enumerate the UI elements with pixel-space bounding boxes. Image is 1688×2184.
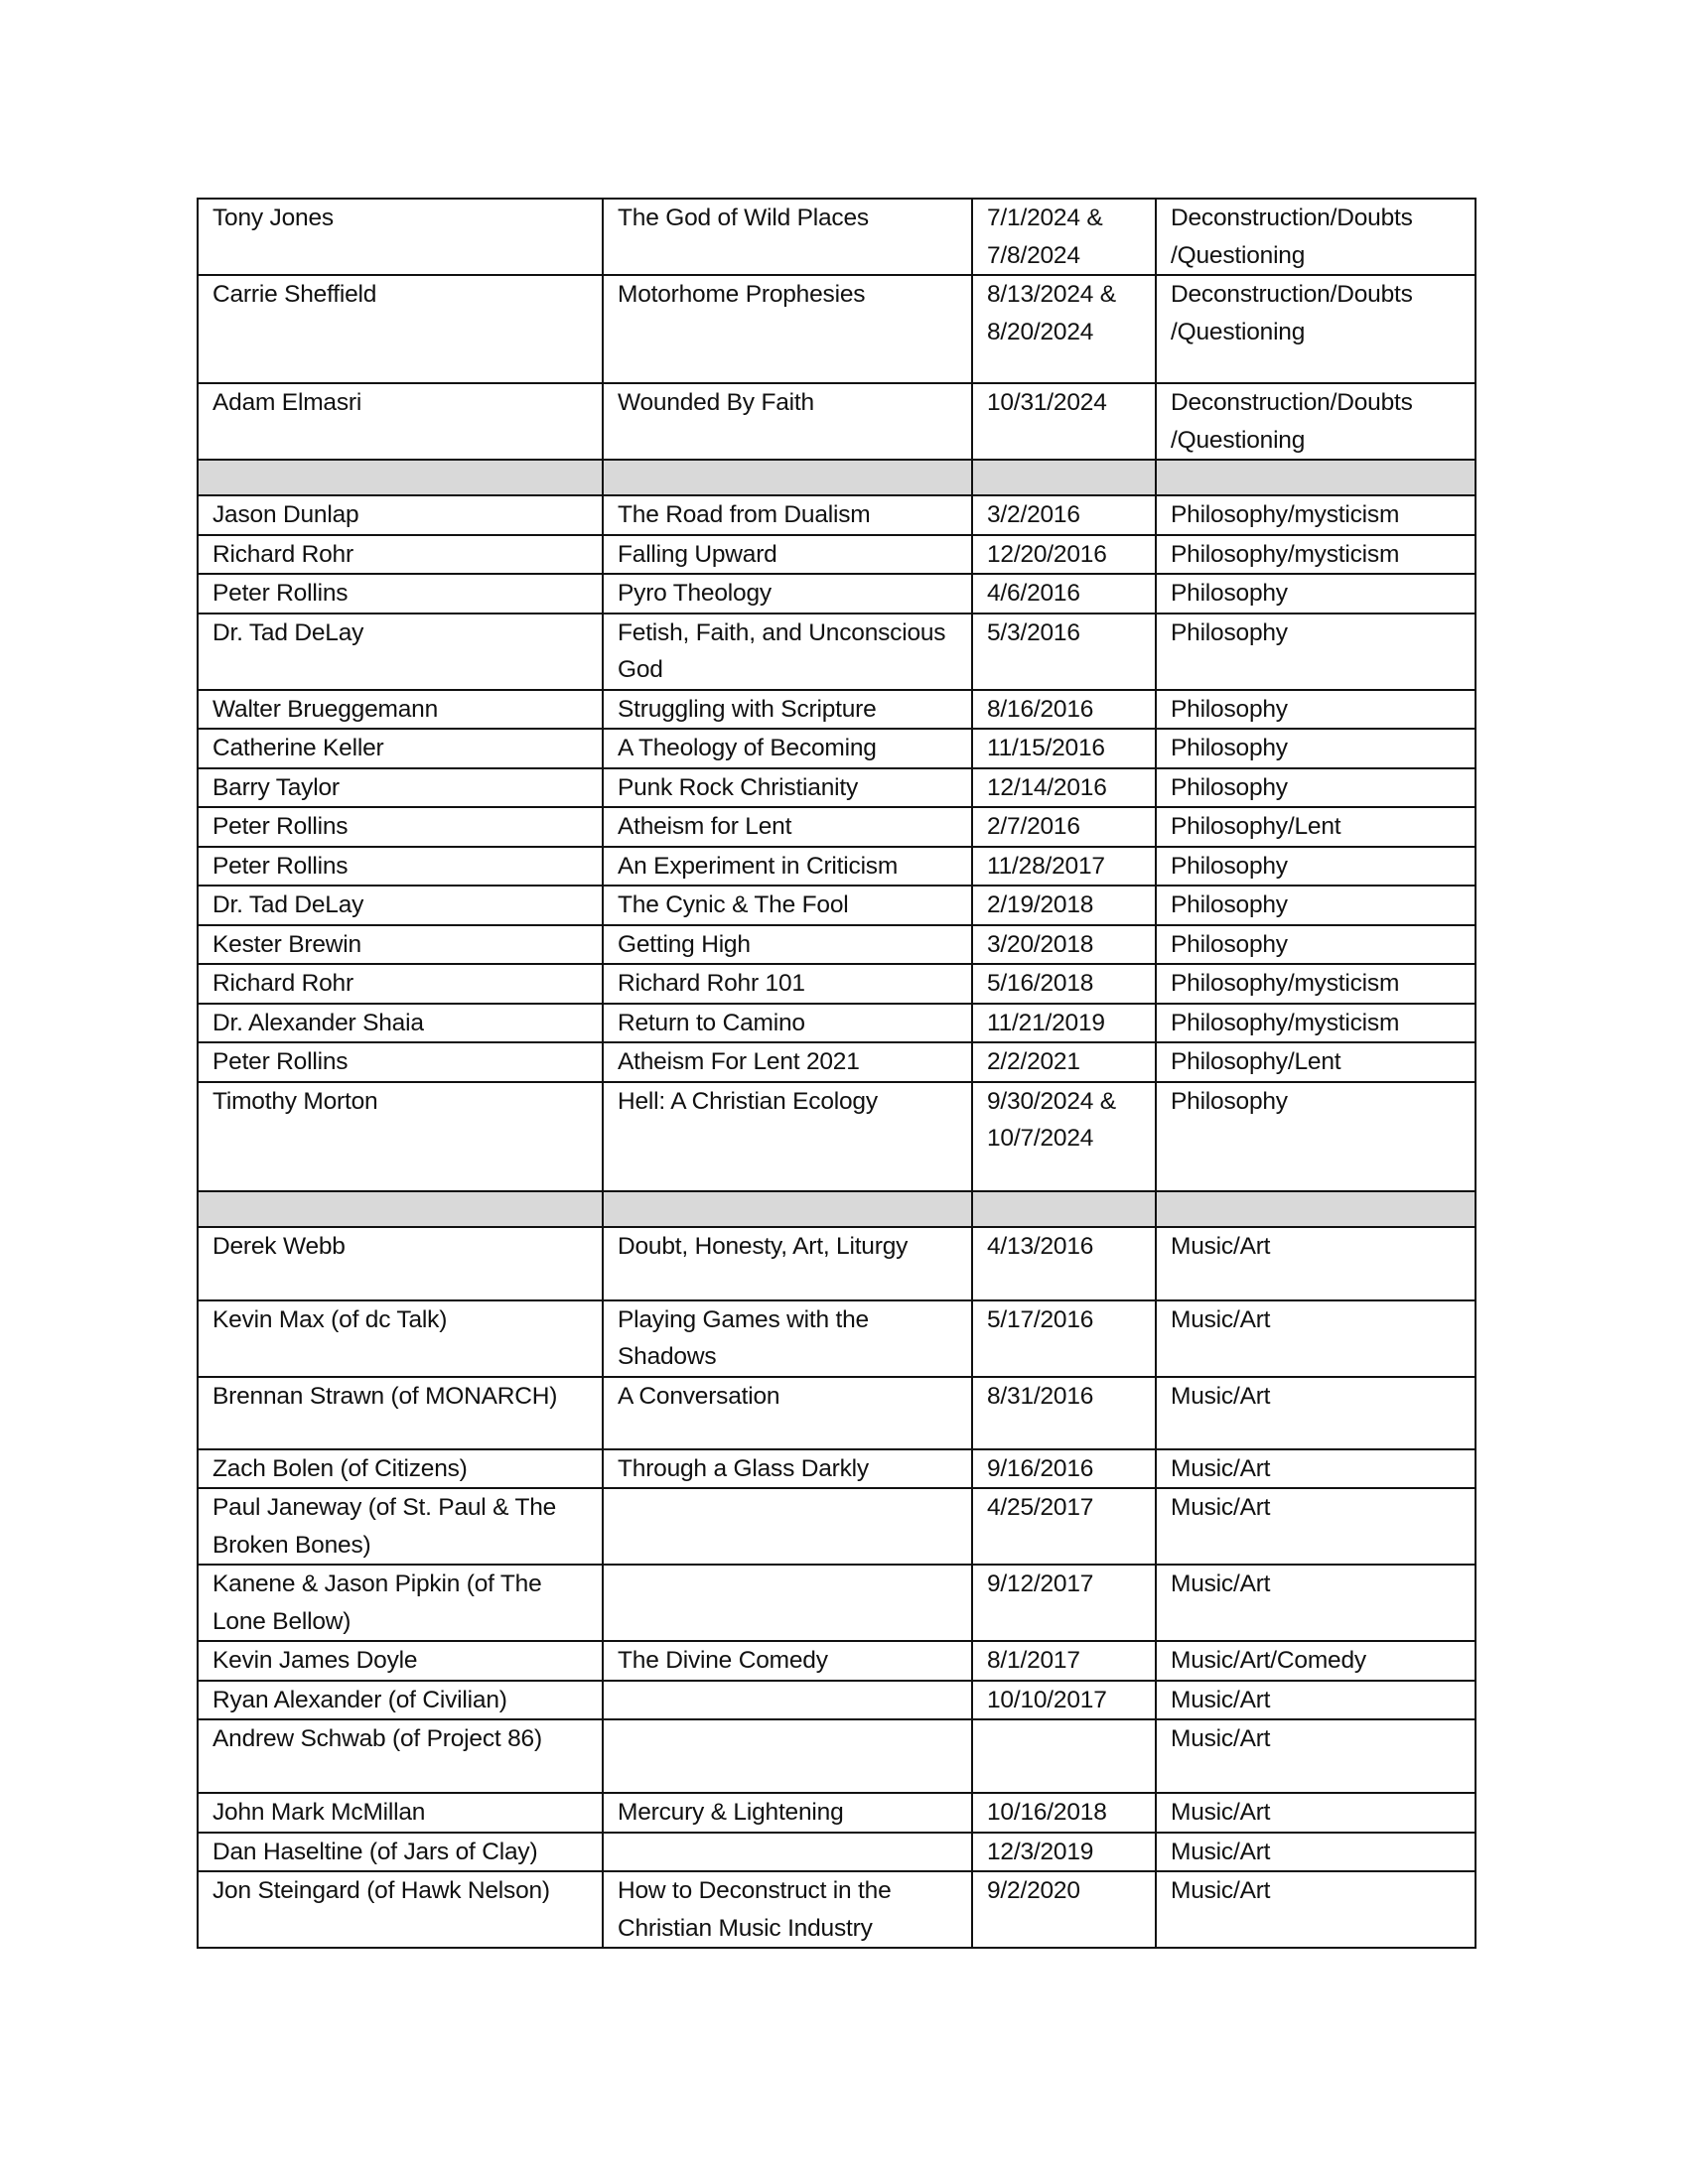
category-cell: Music/Art [1156, 1227, 1476, 1300]
category-cell: Deconstruction/Doubts /Questioning [1156, 275, 1476, 383]
table-row [198, 847, 1476, 887]
episode-title-cell [603, 1719, 972, 1793]
air-date-cell: 10/31/2024 [972, 383, 1156, 460]
episode-title-cell: Pyro Theology [603, 574, 972, 614]
episode-title-cell: Doubt, Honesty, Art, Liturgy [603, 1227, 972, 1300]
category-cell: Philosophy/mysticism [1156, 535, 1476, 575]
air-date-cell: 12/14/2016 [972, 768, 1156, 808]
separator-cell [198, 460, 603, 495]
category-cell: Music/Art [1156, 1565, 1476, 1641]
episode-title-cell: Wounded By Faith [603, 383, 972, 460]
guest-cell: Andrew Schwab (of Project 86) [198, 1719, 603, 1793]
category-cell: Music/Art [1156, 1377, 1476, 1449]
table-row [198, 275, 1476, 383]
episode-title-cell [603, 1565, 972, 1641]
guest-cell: Peter Rollins [198, 574, 603, 614]
separator-cell [603, 460, 972, 495]
category-cell: Music/Art [1156, 1449, 1476, 1489]
episode-title-cell: Struggling with Scripture [603, 690, 972, 730]
category-cell: Philosophy [1156, 614, 1476, 690]
guest-cell: Barry Taylor [198, 768, 603, 808]
episode-title-cell: Falling Upward [603, 535, 972, 575]
guest-cell: Adam Elmasri [198, 383, 603, 460]
table-row [198, 807, 1476, 847]
table-row [198, 574, 1476, 614]
table-row [198, 614, 1476, 690]
air-date-cell: 7/1/2024 & 7/8/2024 [972, 199, 1156, 275]
guest-cell: Peter Rollins [198, 1042, 603, 1082]
table-row [198, 199, 1476, 275]
episode-title-cell: Mercury & Lightening [603, 1793, 972, 1833]
air-date-cell: 12/3/2019 [972, 1833, 1156, 1872]
air-date-cell: 4/13/2016 [972, 1227, 1156, 1300]
guest-cell: Jon Steingard (of Hawk Nelson) [198, 1871, 603, 1948]
guest-cell: Kester Brewin [198, 925, 603, 965]
episode-title-cell: Return to Camino [603, 1004, 972, 1043]
guest-cell: Catherine Keller [198, 729, 603, 768]
table-row [198, 1488, 1476, 1565]
guest-cell: Jason Dunlap [198, 495, 603, 535]
guest-cell: Dr. Tad DeLay [198, 614, 603, 690]
episode-title-cell [603, 1681, 972, 1720]
category-cell: Philosophy/mysticism [1156, 495, 1476, 535]
table-row [198, 729, 1476, 768]
episode-title-cell: Getting High [603, 925, 972, 965]
category-cell: Philosophy/mysticism [1156, 964, 1476, 1004]
category-cell: Music/Art [1156, 1488, 1476, 1565]
episode-title-cell: Atheism for Lent [603, 807, 972, 847]
guest-cell: John Mark McMillan [198, 1793, 603, 1833]
guest-cell: Peter Rollins [198, 807, 603, 847]
table-row [198, 1871, 1476, 1948]
category-cell: Music/Art [1156, 1719, 1476, 1793]
guest-cell: Kanene & Jason Pipkin (of The Lone Bellow) [198, 1565, 603, 1641]
guest-cell: Derek Webb [198, 1227, 603, 1300]
table-row [198, 1042, 1476, 1082]
category-cell: Music/Art [1156, 1871, 1476, 1948]
air-date-cell: 10/16/2018 [972, 1793, 1156, 1833]
category-cell: Philosophy/Lent [1156, 1042, 1476, 1082]
guest-cell: Paul Janeway (of St. Paul & The Broken Bones) [198, 1488, 603, 1565]
air-date-cell: 11/21/2019 [972, 1004, 1156, 1043]
episode-title-cell: Through a Glass Darkly [603, 1449, 972, 1489]
air-date-cell: 9/30/2024 & 10/7/2024 [972, 1082, 1156, 1191]
episode-title-cell [603, 1833, 972, 1872]
category-cell: Deconstruction/Doubts /Questioning [1156, 383, 1476, 460]
section-separator-row [198, 460, 1476, 495]
episode-title-cell: The Cynic & The Fool [603, 886, 972, 925]
table-body [198, 199, 1476, 1948]
guest-cell: Brennan Strawn (of MONARCH) [198, 1377, 603, 1449]
air-date-cell: 5/3/2016 [972, 614, 1156, 690]
guest-cell: Kevin James Doyle [198, 1641, 603, 1681]
episode-title-cell: A Conversation [603, 1377, 972, 1449]
table-row [198, 1449, 1476, 1489]
episode-title-cell: The God of Wild Places [603, 199, 972, 275]
guest-cell: Timothy Morton [198, 1082, 603, 1191]
air-date-cell: 5/17/2016 [972, 1300, 1156, 1377]
table-row [198, 1793, 1476, 1833]
guest-cell: Richard Rohr [198, 964, 603, 1004]
episode-title-cell: An Experiment in Criticism [603, 847, 972, 887]
air-date-cell: 8/31/2016 [972, 1377, 1156, 1449]
episode-title-cell: Playing Games with the Shadows [603, 1300, 972, 1377]
table-row [198, 1227, 1476, 1300]
category-cell: Philosophy [1156, 925, 1476, 965]
table-row [198, 1641, 1476, 1681]
category-cell: Philosophy [1156, 574, 1476, 614]
episode-title-cell: Hell: A Christian Ecology [603, 1082, 972, 1191]
air-date-cell: 12/20/2016 [972, 535, 1156, 575]
air-date-cell: 10/10/2017 [972, 1681, 1156, 1720]
table-row [198, 925, 1476, 965]
category-cell: Philosophy [1156, 729, 1476, 768]
table-row [198, 1681, 1476, 1720]
episode-title-cell: How to Deconstruct in the Christian Music Industry [603, 1871, 972, 1948]
table-row [198, 383, 1476, 460]
guest-cell: Dr. Tad DeLay [198, 886, 603, 925]
separator-cell [603, 1191, 972, 1227]
guest-cell: Walter Brueggemann [198, 690, 603, 730]
air-date-cell: 2/7/2016 [972, 807, 1156, 847]
category-cell: Philosophy/Lent [1156, 807, 1476, 847]
guest-cell: Peter Rollins [198, 847, 603, 887]
separator-cell [1156, 460, 1476, 495]
guest-cell: Tony Jones [198, 199, 603, 275]
guest-cell: Kevin Max (of dc Talk) [198, 1300, 603, 1377]
air-date-cell: 5/16/2018 [972, 964, 1156, 1004]
category-cell: Philosophy [1156, 886, 1476, 925]
air-date-cell: 3/20/2018 [972, 925, 1156, 965]
guest-cell: Zach Bolen (of Citizens) [198, 1449, 603, 1489]
category-cell: Music/Art [1156, 1681, 1476, 1720]
episode-title-cell: Richard Rohr 101 [603, 964, 972, 1004]
air-date-cell: 4/6/2016 [972, 574, 1156, 614]
table-row [198, 495, 1476, 535]
episode-title-cell: Punk Rock Christianity [603, 768, 972, 808]
air-date-cell: 9/2/2020 [972, 1871, 1156, 1948]
separator-cell [972, 1191, 1156, 1227]
guest-cell: Richard Rohr [198, 535, 603, 575]
table-row [198, 1004, 1476, 1043]
table-row [198, 1377, 1476, 1449]
table-row [198, 1300, 1476, 1377]
section-separator-row [198, 1191, 1476, 1227]
air-date-cell: 9/16/2016 [972, 1449, 1156, 1489]
category-cell: Philosophy [1156, 690, 1476, 730]
table-row [198, 1719, 1476, 1793]
category-cell: Music/Art [1156, 1833, 1476, 1872]
table-row [198, 1082, 1476, 1191]
air-date-cell: 8/13/2024 & 8/20/2024 [972, 275, 1156, 383]
guest-cell: Ryan Alexander (of Civilian) [198, 1681, 603, 1720]
table-row [198, 1565, 1476, 1641]
category-cell: Philosophy/mysticism [1156, 1004, 1476, 1043]
table-row [198, 1833, 1476, 1872]
table-row [198, 964, 1476, 1004]
table-row [198, 768, 1476, 808]
category-cell: Philosophy [1156, 847, 1476, 887]
air-date-cell: 2/19/2018 [972, 886, 1156, 925]
air-date-cell: 11/15/2016 [972, 729, 1156, 768]
air-date-cell: 3/2/2016 [972, 495, 1156, 535]
separator-cell [1156, 1191, 1476, 1227]
category-cell: Music/Art/Comedy [1156, 1641, 1476, 1681]
air-date-cell: 8/16/2016 [972, 690, 1156, 730]
air-date-cell: 11/28/2017 [972, 847, 1156, 887]
air-date-cell: 8/1/2017 [972, 1641, 1156, 1681]
episode-title-cell: The Road from Dualism [603, 495, 972, 535]
air-date-cell: 9/12/2017 [972, 1565, 1156, 1641]
category-cell: Music/Art [1156, 1793, 1476, 1833]
air-date-cell: 2/2/2021 [972, 1042, 1156, 1082]
air-date-cell [972, 1719, 1156, 1793]
episode-title-cell [603, 1488, 972, 1565]
category-cell: Philosophy [1156, 1082, 1476, 1191]
guest-cell: Carrie Sheffield [198, 275, 603, 383]
episode-title-cell: The Divine Comedy [603, 1641, 972, 1681]
category-cell: Deconstruction/Doubts /Questioning [1156, 199, 1476, 275]
episode-title-cell: Fetish, Faith, and Unconscious God [603, 614, 972, 690]
separator-cell [972, 460, 1156, 495]
episode-title-cell: Motorhome Prophesies [603, 275, 972, 383]
episode-title-cell: Atheism For Lent 2021 [603, 1042, 972, 1082]
table-row [198, 886, 1476, 925]
guest-cell: Dr. Alexander Shaia [198, 1004, 603, 1043]
table-row [198, 535, 1476, 575]
air-date-cell: 4/25/2017 [972, 1488, 1156, 1565]
separator-cell [198, 1191, 603, 1227]
guest-cell: Dan Haseltine (of Jars of Clay) [198, 1833, 603, 1872]
category-cell: Music/Art [1156, 1300, 1476, 1377]
podcast-episodes-table [197, 198, 1477, 1949]
category-cell: Philosophy [1156, 768, 1476, 808]
table-row [198, 690, 1476, 730]
episode-title-cell: A Theology of Becoming [603, 729, 972, 768]
